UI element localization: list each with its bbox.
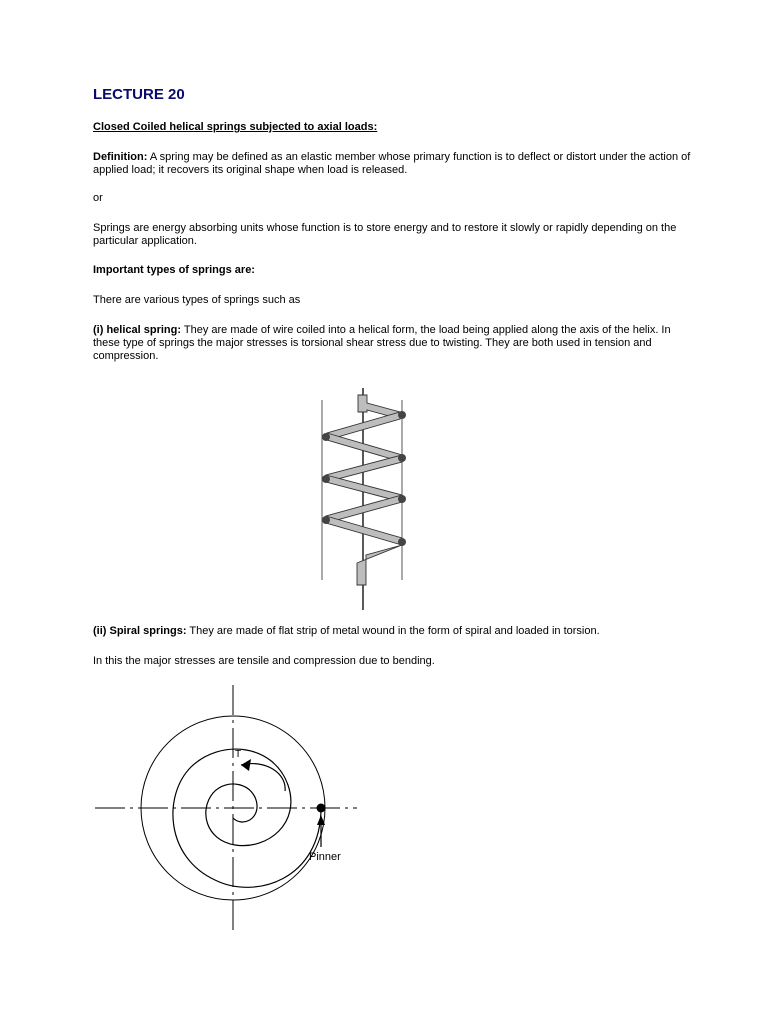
springs-paragraph: Springs are energy absorbing units whose function is to store energy and to restore it slowly or rapidly depending on the particular application. [93,222,677,247]
types-heading: Important types of springs are: [93,264,255,276]
helical-text: They are made of wire coiled into a helical form, the load being applied along the axis of the helix. In these type of springs the major stresses is torsional shear stress due to twisting. They are both used in tension and compression. [93,324,671,362]
helical-spring-figure [300,385,430,615]
or-text: or [93,192,103,204]
pin-label: Pinner [309,851,341,863]
helical-spring-paragraph [93,324,693,363]
torque-arrowhead [241,759,251,771]
torque-label: T [235,749,242,760]
spiral-strip [173,749,321,887]
definition-paragraph [93,151,693,177]
spiral-label: (ii) Spiral springs: [93,625,187,637]
spiral-spring-paragraph [93,625,693,638]
various-types-text: There are various types of springs such as [93,294,301,306]
spiral-spring-figure [95,685,365,935]
spiral-stress-text: In this the major stresses are tensile and compression due to bending. [93,655,435,667]
section-heading: Closed Coiled helical springs subjected to axial loads: [93,121,378,133]
definition-label: Definition: [93,151,148,163]
spring-coils [326,395,402,585]
outer-pin-dot [317,804,326,813]
spiral-text: They are made of flat strip of metal wound in the form of spiral and loaded in torsion. [186,625,600,637]
helical-label: (i) helical spring: [93,324,182,336]
lecture-title: LECTURE 20 [93,86,185,103]
definition-text: A spring may be defined as an elastic member whose primary function is to deflect or distort under the action of applied load; it recovers its original shape when load is released. [93,151,691,176]
